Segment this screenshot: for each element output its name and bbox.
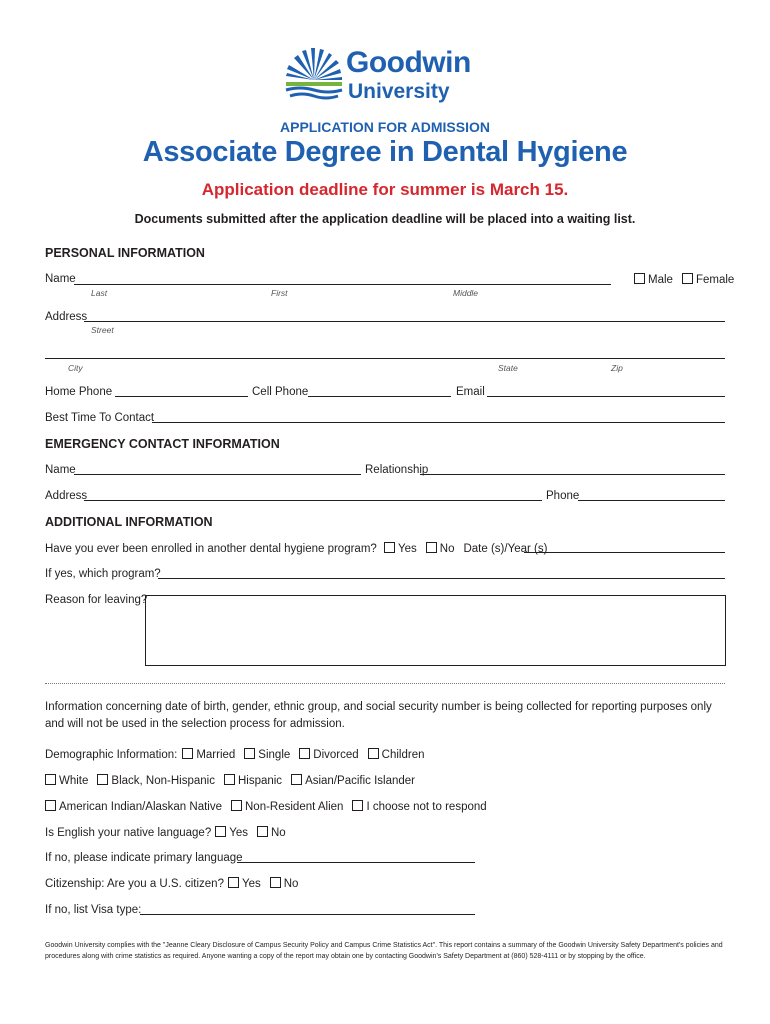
city-state-zip-field[interactable] bbox=[45, 358, 725, 359]
children-checkbox[interactable] bbox=[368, 748, 379, 759]
enrolled-yes-checkbox[interactable] bbox=[384, 542, 395, 553]
waiting-list-notice: Documents submitted after the application deadline will be placed into a waiting list. bbox=[134, 212, 636, 226]
name-middle-caption: Middle bbox=[453, 288, 479, 298]
black-label: Black, Non-Hispanic bbox=[111, 775, 215, 787]
american-indian-checkbox[interactable] bbox=[45, 800, 56, 811]
american-indian-label: American Indian/Alaskan Native bbox=[59, 801, 222, 813]
brand-name: Goodwin bbox=[346, 46, 471, 79]
divorced-option[interactable] bbox=[299, 748, 358, 761]
no-response-option[interactable] bbox=[352, 800, 486, 813]
logo bbox=[284, 46, 494, 106]
emergency-phone-field[interactable] bbox=[578, 500, 725, 501]
english-no-label: No bbox=[271, 827, 286, 839]
white-label: White bbox=[59, 775, 89, 787]
email-label: Email bbox=[456, 386, 485, 398]
ethnic-row-2 bbox=[45, 800, 496, 813]
relationship-field[interactable] bbox=[420, 474, 725, 475]
name-last-caption: Last bbox=[91, 288, 108, 298]
enrolled-question: Have you ever been enrolled in another dental hygiene program? bbox=[45, 543, 377, 555]
citizen-row bbox=[45, 877, 307, 890]
hispanic-checkbox[interactable] bbox=[224, 774, 235, 785]
which-program-field[interactable] bbox=[158, 578, 725, 579]
visa-field[interactable] bbox=[140, 914, 475, 915]
male-option[interactable] bbox=[634, 273, 673, 286]
citizen-no-checkbox[interactable] bbox=[270, 877, 281, 888]
asian-checkbox[interactable] bbox=[291, 774, 302, 785]
section-divider bbox=[45, 683, 725, 684]
english-yes-option[interactable] bbox=[215, 826, 248, 839]
no-response-checkbox[interactable] bbox=[352, 800, 363, 811]
enrolled-no-checkbox[interactable] bbox=[426, 542, 437, 553]
reason-textarea[interactable] bbox=[145, 595, 726, 666]
dates-label: Date (s)/Year (s) bbox=[463, 543, 548, 555]
street-field[interactable] bbox=[84, 321, 725, 322]
emergency-phone-label: Phone bbox=[546, 490, 580, 502]
email-field[interactable] bbox=[487, 396, 725, 397]
english-yes-label: Yes bbox=[229, 827, 248, 839]
form-title: Associate Degree in Dental Hygiene bbox=[142, 136, 628, 168]
cell-phone-label: Cell Phone bbox=[252, 386, 309, 398]
cell-phone-field[interactable] bbox=[308, 396, 451, 397]
best-time-field[interactable] bbox=[152, 422, 725, 423]
personal-heading: PERSONAL INFORMATION bbox=[45, 246, 205, 260]
emergency-heading: EMERGENCY CONTACT INFORMATION bbox=[45, 437, 280, 451]
english-no-checkbox[interactable] bbox=[257, 826, 268, 837]
children-label: Children bbox=[381, 749, 425, 761]
relationship-label: Relationship bbox=[365, 464, 429, 476]
enrolled-no-label: No bbox=[439, 543, 455, 555]
hispanic-option[interactable] bbox=[224, 774, 282, 787]
citizen-yes-checkbox[interactable] bbox=[228, 877, 239, 888]
single-option[interactable] bbox=[244, 748, 290, 761]
black-option[interactable] bbox=[97, 774, 215, 787]
married-checkbox[interactable] bbox=[182, 748, 193, 759]
no-response-label: I choose not to respond bbox=[366, 801, 487, 813]
demographic-disclaimer: Information concerning date of birth, gender, ethnic group, and social security number is being collected for reporting purposes only and will not be used in the selection process for admission. bbox=[45, 701, 712, 730]
married-option[interactable] bbox=[182, 748, 235, 761]
demographic-label: Demographic Information: bbox=[45, 749, 178, 761]
white-option[interactable] bbox=[45, 774, 88, 787]
emergency-address-field[interactable] bbox=[84, 500, 542, 501]
citizen-no-label: No bbox=[283, 878, 299, 890]
brand-sub: University bbox=[348, 80, 450, 103]
additional-heading: ADDITIONAL INFORMATION bbox=[45, 515, 213, 529]
married-label: Married bbox=[196, 749, 236, 761]
marital-row bbox=[45, 748, 433, 761]
english-yes-checkbox[interactable] bbox=[215, 826, 226, 837]
state-caption: State bbox=[498, 363, 518, 373]
divorced-label: Divorced bbox=[313, 749, 359, 761]
white-checkbox[interactable] bbox=[45, 774, 56, 785]
non-resident-option[interactable] bbox=[231, 800, 343, 813]
best-time-label: Best Time To Contact bbox=[45, 412, 155, 424]
sun-wave-icon bbox=[284, 46, 344, 106]
black-checkbox[interactable] bbox=[97, 774, 108, 785]
street-caption: Street bbox=[91, 325, 114, 335]
single-label: Single bbox=[258, 749, 291, 761]
footer-disclosure: Goodwin University complies with the "Jeanne Cleary Disclosure of Campus Security Policy and Campus Crime Statistics Act". This report contains a summary of the Goodwin University Safety Department's policies and procedures along with crime statistics as required. Anyone wanting a copy of the report may obtain one by contacting Goodwin's Safety Department at (860) 528-4111 or by stopping by the office. bbox=[45, 942, 723, 960]
name-first-caption: First bbox=[271, 288, 288, 298]
emergency-address-label: Address bbox=[45, 490, 88, 502]
citizen-yes-option[interactable] bbox=[228, 877, 261, 890]
female-checkbox[interactable] bbox=[682, 273, 693, 284]
primary-language-field[interactable] bbox=[237, 862, 475, 863]
american-indian-option[interactable] bbox=[45, 800, 222, 813]
dates-field[interactable] bbox=[524, 552, 725, 553]
enrolled-row bbox=[45, 542, 547, 555]
single-checkbox[interactable] bbox=[244, 748, 255, 759]
enrolled-yes-option[interactable] bbox=[384, 542, 417, 555]
home-phone-label: Home Phone bbox=[45, 386, 113, 398]
name-field[interactable] bbox=[74, 284, 611, 285]
english-no-option[interactable] bbox=[257, 826, 286, 839]
children-option[interactable] bbox=[368, 748, 425, 761]
asian-label: Asian/Pacific Islander bbox=[305, 775, 416, 787]
asian-option[interactable] bbox=[291, 774, 415, 787]
english-row bbox=[45, 826, 295, 839]
citizen-no-option[interactable] bbox=[270, 877, 299, 890]
home-phone-field[interactable] bbox=[115, 396, 248, 397]
non-resident-label: Non-Resident Alien bbox=[245, 801, 344, 813]
female-label: Female bbox=[695, 274, 735, 286]
name-label: Name bbox=[45, 273, 76, 285]
address-label: Address bbox=[45, 311, 88, 323]
non-resident-checkbox[interactable] bbox=[231, 800, 242, 811]
ethnic-row-1 bbox=[45, 774, 424, 787]
citizen-yes-label: Yes bbox=[241, 878, 261, 890]
male-checkbox[interactable] bbox=[634, 273, 645, 284]
english-question: Is English your native language? bbox=[45, 827, 212, 839]
emergency-name-field[interactable] bbox=[74, 474, 361, 475]
female-option[interactable] bbox=[682, 273, 734, 286]
reason-label: Reason for leaving? bbox=[45, 594, 148, 606]
deadline-text: Application deadline for summer is March 15. bbox=[201, 180, 569, 199]
citizen-question: Citizenship: Are you a U.S. citizen? bbox=[45, 878, 224, 890]
enrolled-yes-label: Yes bbox=[398, 543, 417, 555]
form-kicker: APPLICATION FOR ADMISSION bbox=[280, 119, 490, 135]
visa-label: If no, list Visa type: bbox=[45, 904, 142, 916]
male-label: Male bbox=[648, 274, 673, 286]
enrolled-no-option[interactable] bbox=[426, 542, 455, 555]
zip-caption: Zip bbox=[611, 363, 623, 373]
which-program-label: If yes, which program? bbox=[45, 568, 161, 580]
hispanic-label: Hispanic bbox=[237, 775, 283, 787]
divorced-checkbox[interactable] bbox=[299, 748, 310, 759]
emergency-name-label: Name bbox=[45, 464, 76, 476]
primary-language-label: If no, please indicate primary language bbox=[45, 852, 243, 864]
city-caption: City bbox=[68, 363, 83, 373]
gender-options bbox=[634, 273, 734, 286]
